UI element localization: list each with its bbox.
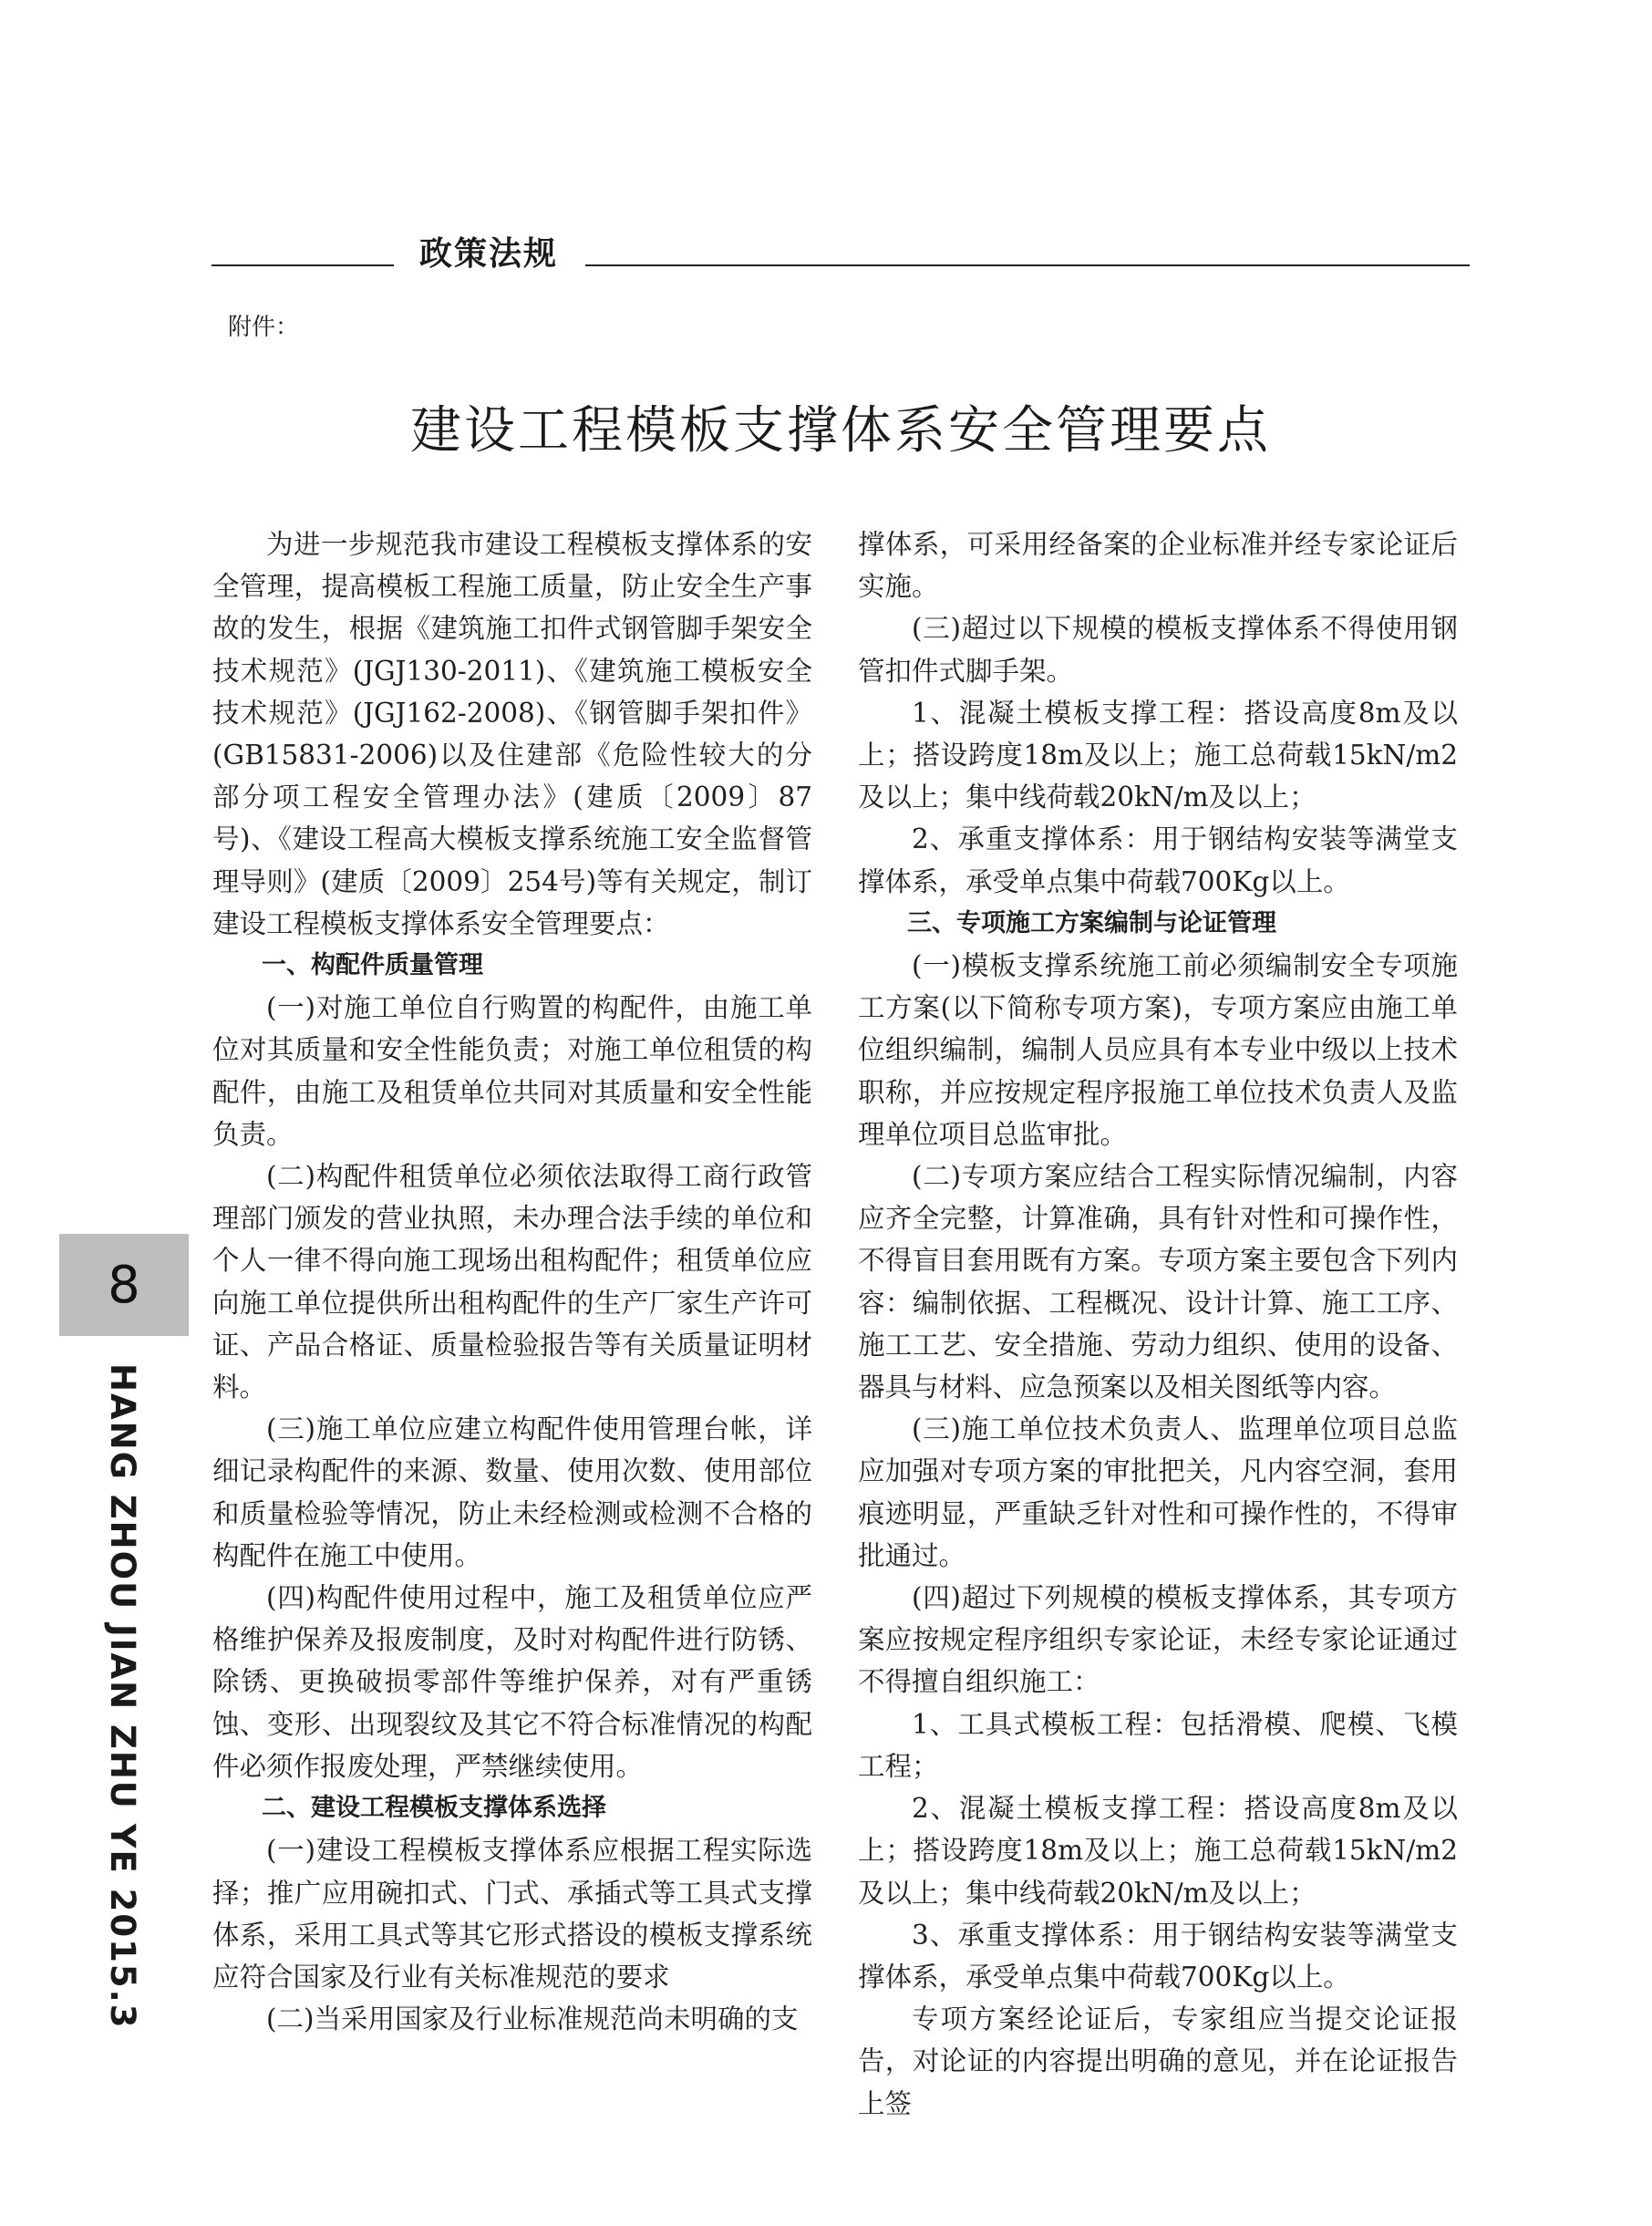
header-rule-right: [585, 264, 1470, 266]
section-title: 政策法规: [419, 235, 559, 273]
paragraph: (三)施工单位技术负责人、监理单位项目总监应加强对专项方案的审批把关，凡内容空洞，套用痕迹明显，严重缺乏针对性和可操作性的，不得审批通过。: [858, 1413, 1458, 1571]
paragraph: 1、混凝土模板支撑工程：搭设高度8m及以上；搭设跨度18m及以上；施工总荷载15kN/m2及以上；集中线荷载20kN/m及以上；: [858, 697, 1458, 813]
paragraph: (三)施工单位应建立构配件使用管理台帐，详细记录构配件的来源、数量、使用次数、使用部位和质量检验等情况，防止未经检测或检测不合格的构配件在施工中使用。: [212, 1413, 812, 1571]
paragraph: (一)对施工单位自行购置的构配件，由施工单位对其质量和安全性能负责；对施工单位租赁的构配件，由施工及租赁单位共同对其质量和安全性能负责。: [212, 992, 812, 1150]
paragraph: 1、工具式模板工程：包括滑模、爬模、飞模工程；: [858, 1708, 1458, 1782]
paragraph: 3、承重支撑体系：用于钢结构安装等满堂支撑体系，承受单点集中荷载700Kg以上。: [858, 1919, 1458, 1993]
paragraph: (二)当采用国家及行业标准规范尚未明确的支: [266, 2003, 799, 2035]
document-title: 建设工程模板支撑体系安全管理要点: [410, 401, 1271, 461]
paragraph: (四)超过下列规模的模板支撑体系，其专项方案应按规定程序组织专家论证，未经专家论证通过不得擅自组织施工：: [858, 1582, 1458, 1698]
paragraph: 2、承重支撑体系：用于钢结构安装等满堂支撑体系，承受单点集中荷载700Kg以上。: [858, 823, 1458, 897]
paragraph: (二)构配件租赁单位必须依法取得工商行政管理部门颁发的营业执照，未办理合法手续的单位和个人一律不得向施工现场出租构配件；租赁单位应向施工单位提供所出租构配件的生产厂家生产许可证、产品合格证、质量检验报告等有关质量证明材料。: [212, 1161, 812, 1403]
paragraph: (三)超过以下规模的模板支撑体系不得使用钢管扣件式脚手架。: [858, 613, 1458, 687]
page-number: 8: [108, 1255, 140, 1315]
section-heading: 二、建设工程模板支撑体系选择: [262, 1794, 606, 1823]
journal-side-text: HANG ZHOU JIAN ZHU YE 2015.3: [103, 1363, 142, 2030]
left-column: [212, 523, 812, 2040]
paragraph: (一)模板支撑系统施工前必须编制安全专项施工方案(以下简称专项方案)，专项方案应由施工单位组织编制，编制人员应具有本专业中级以上技术职称，并应按规定程序报施工单位技术负责人及监理单位项目总监审批。: [858, 950, 1458, 1150]
paragraph: (二)专项方案应结合工程实际情况编制，内容应齐全完整，计算准确，具有针对性和可操作性，不得盲目套用既有方案。专项方案主要包含下列内容：编制依据、工程概况、设计计算、施工工序、施工工艺、安全措施、劳动力组织、使用的设备、器具与材料、应急预案以及相关图纸等内容。: [858, 1161, 1458, 1403]
paragraph: (一)建设工程模板支撑体系应根据工程实际选择；推广应用碗扣式、门式、承插式等工具式支撑体系，采用工具式等其它形式搭设的模板支撑系统应符合国家及行业有关标准规范的要求: [212, 1835, 812, 1993]
section-header: [212, 228, 1470, 273]
paragraph: 专项方案经论证后，专家组应当提交论证报告，对论证的内容提出明确的意见，并在论证报告上签: [858, 2003, 1458, 2119]
right-column: [858, 523, 1458, 2125]
header-rule-left: [212, 264, 394, 266]
attachment-label: 附件：: [228, 314, 300, 341]
section-heading: 一、构配件质量管理: [262, 951, 483, 980]
page-number-box: [59, 1234, 189, 1336]
paragraph: 2、混凝土模板支撑工程：搭设高度8m及以上；搭设跨度18m及以上；施工总荷载15kN/m2及以上；集中线荷载20kN/m及以上；: [858, 1793, 1458, 1909]
paragraph: 为进一步规范我市建设工程模板支撑体系的安全管理，提高模板工程施工质量，防止安全生产事故的发生，根据《建筑施工扣件式钢管脚手架安全技术规范》(JGJ130-2011)、《建筑施工模板安全技术规范》(JGJ162-2008)、《钢管脚手架扣件》(GB15831-2006)以及住建部《危险性较大的分部分项工程安全管理办法》(建质〔2009〕87号)、《建设工程高大模板支撑系统施工安全监督管理导则》(建质〔2009〕254号)等有关规定，制订建设工程模板支撑体系安全管理要点：: [212, 529, 812, 939]
paragraph: 撑体系，可采用经备案的企业标准并经专家论证后实施。: [858, 529, 1458, 603]
paragraph: (四)构配件使用过程中，施工及租赁单位应严格维护保养及报废制度，及时对构配件进行防锈、除锈、更换破损零部件等维护保养，对有严重锈蚀、变形、出现裂纹及其它不符合标准情况的构配件必须作报废处理，严禁继续使用。: [212, 1582, 812, 1782]
section-heading: 三、专项施工方案编制与论证管理: [907, 908, 1276, 937]
